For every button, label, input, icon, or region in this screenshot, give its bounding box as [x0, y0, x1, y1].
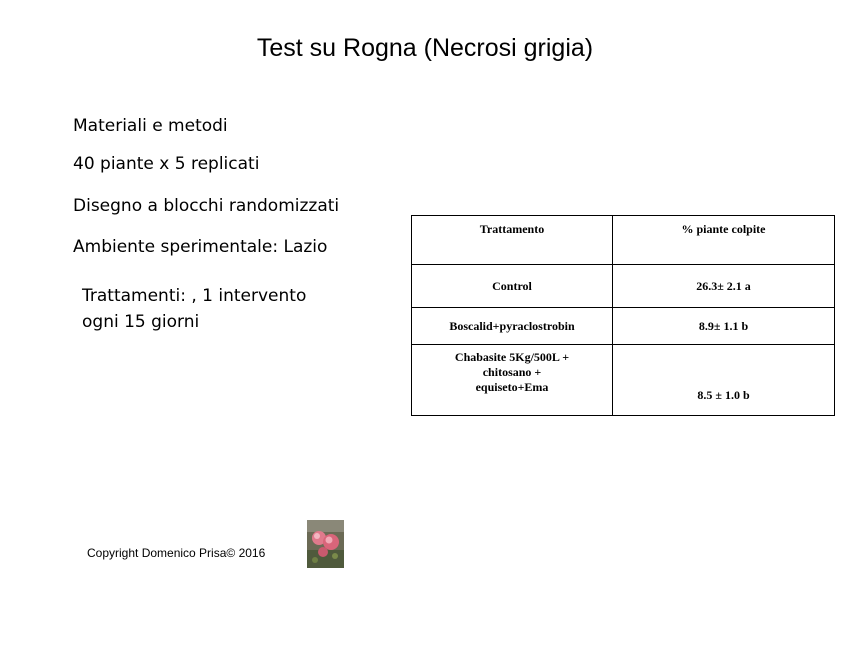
- table-row: [412, 345, 835, 416]
- table-cell-value: 26.3± 2.1 a: [613, 265, 835, 308]
- table-header-row: [412, 216, 835, 265]
- plants-line: 40 piante x 5 replicati: [73, 154, 260, 174]
- treatments-line-1: Trattamenti: , 1 intervento: [82, 286, 307, 306]
- table-cell-treatment: [412, 345, 613, 416]
- design-line: Disegno a blocchi randomizzati: [73, 196, 340, 216]
- page-title: Test su Rogna (Necrosi grigia): [256, 34, 594, 62]
- table-row: [412, 308, 835, 345]
- treatment-line: chitosano +: [482, 365, 542, 379]
- treatment-line: Chabasite 5Kg/500L +: [454, 350, 570, 364]
- table-cell-value: 8.5 ± 1.0 b: [613, 345, 835, 416]
- treatment-line: equiseto+Ema: [475, 380, 549, 394]
- flower-photo-icon: [307, 520, 344, 568]
- table-cell-treatment: Control: [412, 265, 613, 308]
- treatments-line-2: ogni 15 giorni: [82, 312, 200, 332]
- table-header-treatment: Trattamento: [412, 216, 613, 265]
- table-cell-value: 8.9± 1.1 b: [613, 308, 835, 345]
- table-cell-treatment: Boscalid+pyraclostrobin: [412, 308, 613, 345]
- treatments-block: [82, 283, 342, 335]
- methods-heading: Materiali e metodi: [73, 116, 228, 136]
- table-row: [412, 265, 835, 308]
- copyright-text: Copyright Domenico Prisa© 2016: [87, 546, 266, 560]
- table-header-percent: % piante colpite: [613, 216, 835, 265]
- environment-line: Ambiente sperimentale: Lazio: [73, 237, 328, 257]
- results-table: [411, 215, 835, 416]
